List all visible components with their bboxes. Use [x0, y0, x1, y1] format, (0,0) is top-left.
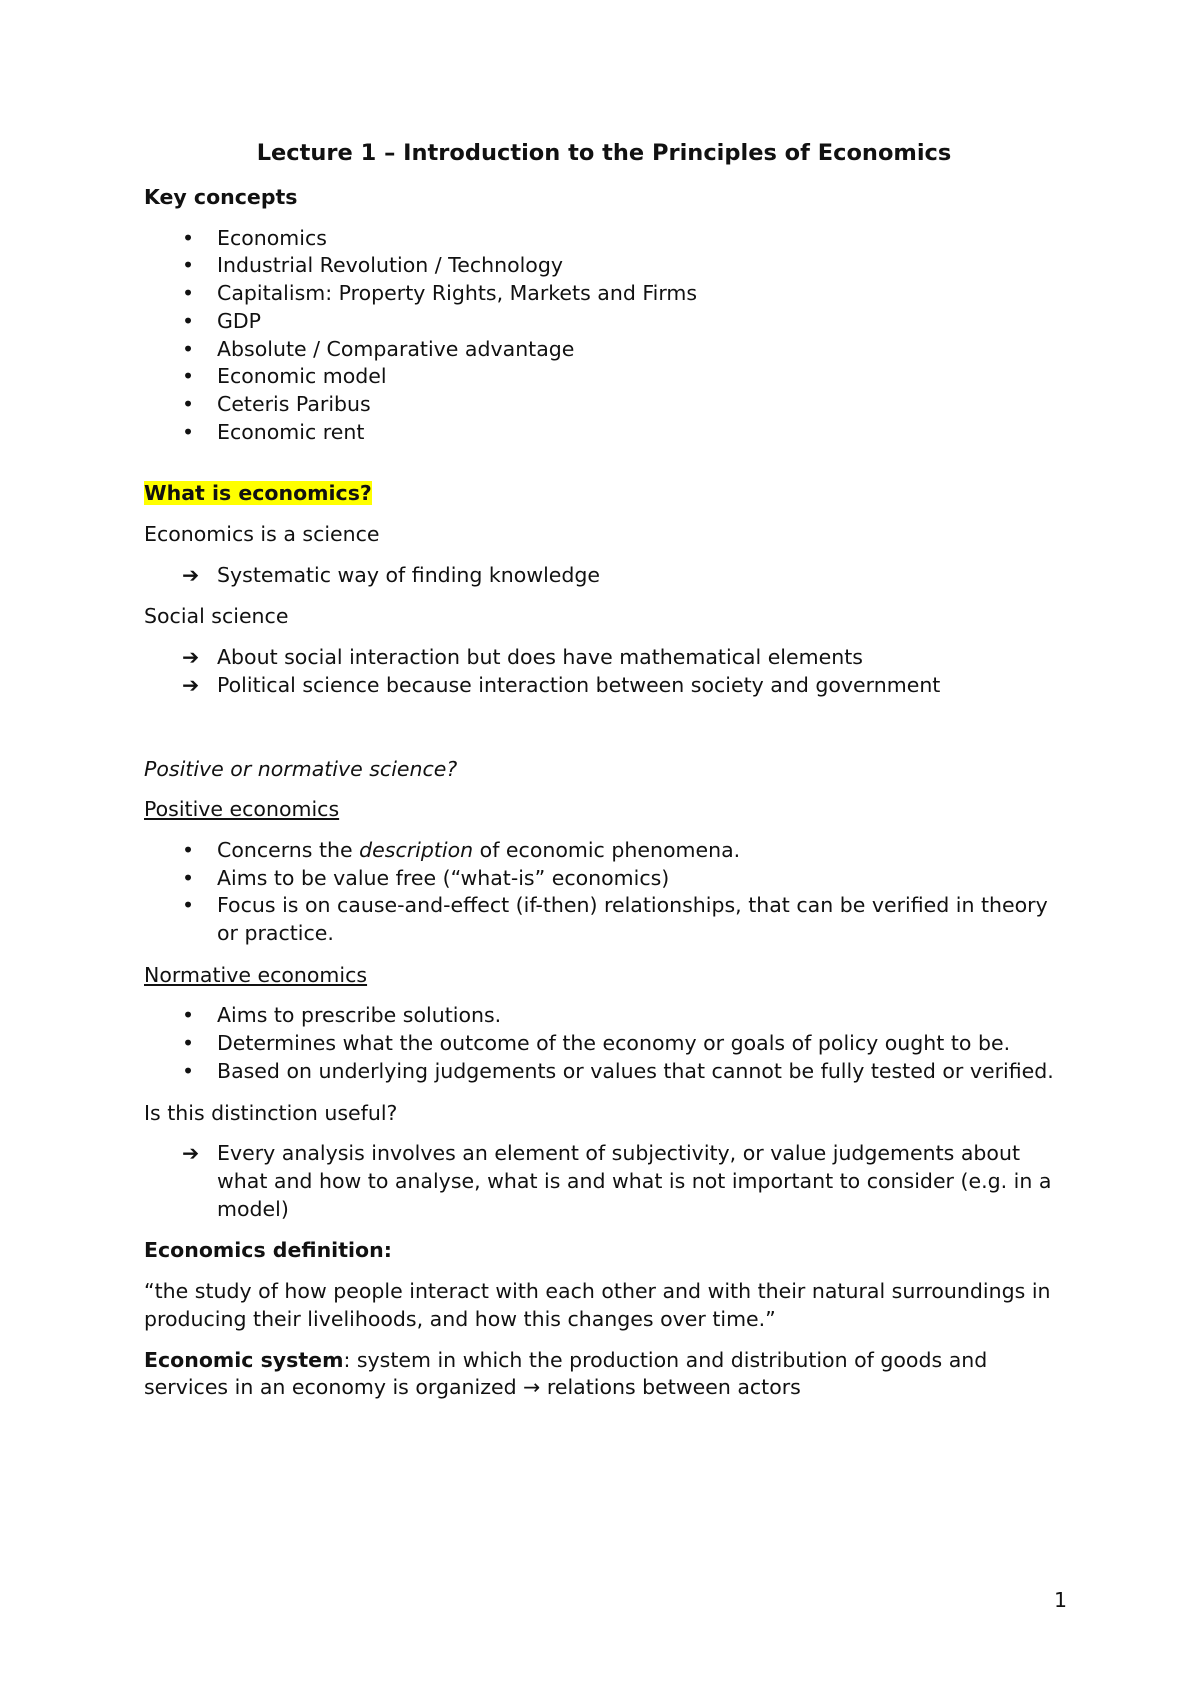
arrow-right-icon: → — [523, 1375, 541, 1400]
distinction-question: Is this distinction useful? — [144, 1100, 398, 1125]
positive-economics-heading: Positive economics — [144, 797, 340, 822]
page-title: Lecture 1 – Introduction to the Principles of Economics — [256, 140, 952, 166]
list-item: ➔ Political science because interaction between society and government — [144, 672, 1064, 700]
list-item: ➔ Every analysis involves an element of subjectivity, or value judgements about what and how to analyse, what is and what is not important to consider (e.g. in a model) — [182, 1141, 1052, 1221]
list-item: • Economic rent — [144, 419, 1064, 447]
list-item: • Economic model — [144, 363, 1064, 391]
bullet-icon: • — [182, 893, 195, 918]
list-item: • GDP — [144, 308, 1064, 336]
distinction-points — [144, 1140, 1064, 1223]
positive-normative-question: Positive or normative science? — [144, 756, 458, 781]
list-item: • Capitalism: Property Rights, Markets and Firms — [144, 280, 1064, 308]
list-item: • Aims to be value free (“what-is” economics) — [144, 865, 1064, 893]
economics-definition-heading: Economics definition: — [144, 1238, 392, 1263]
arrow-icon: ➔ — [182, 672, 200, 697]
list-item: • Aims to prescribe solutions. — [144, 1002, 1064, 1030]
list-item: • Based on underlying judgements or values that cannot be fully tested or verified. — [144, 1058, 1064, 1086]
science-points — [144, 562, 1064, 590]
list-item: ➔ Systematic way of finding knowledge — [144, 562, 1064, 590]
key-concepts-heading: Key concepts — [144, 185, 298, 209]
economic-system-term: Economic system — [144, 1347, 344, 1372]
bullet-icon: • — [182, 225, 195, 250]
normative-economics-list — [144, 1002, 1064, 1085]
social-science-label: Social science — [144, 604, 289, 629]
list-item: • Ceteris Paribus — [144, 391, 1064, 419]
science-statement: Economics is a science — [144, 522, 380, 547]
key-concepts-list — [144, 225, 1064, 447]
list-item: • Industrial Revolution / Technology — [144, 252, 1064, 280]
bullet-icon: • — [182, 253, 195, 278]
list-item: • Determines what the outcome of the economy or goals of policy ought to be. — [144, 1030, 1064, 1058]
arrow-icon: ➔ — [182, 562, 200, 587]
bullet-icon: • — [182, 865, 195, 890]
bullet-icon: • — [182, 1058, 195, 1083]
bullet-icon: • — [182, 336, 195, 361]
bullet-icon: • — [182, 364, 195, 389]
page-number: 1 — [1054, 1588, 1068, 1612]
list-item: • Focus is on cause-and-effect (if-then) relationships, that can be verified in theory or practice. — [182, 893, 1048, 946]
list-item: • Concerns the description of economic phenomena. — [144, 837, 1064, 865]
normative-economics-heading: Normative economics — [144, 962, 368, 987]
economic-system-definition: Economic system: system in which the production and distribution of goods and services in an economy is organized → relations between actors — [144, 1347, 988, 1400]
bullet-icon: • — [182, 837, 195, 862]
bullet-icon: • — [182, 308, 195, 333]
bullet-icon: • — [182, 391, 195, 416]
what-is-economics-heading: What is economics? — [144, 481, 372, 506]
social-science-points — [144, 644, 1064, 699]
economics-definition-quote: “the study of how people interact with each other and with their natural surroundings in producing their livelihoods, and how this changes over time.” — [144, 1279, 1051, 1331]
bullet-icon: • — [182, 281, 195, 306]
list-item: • Absolute / Comparative advantage — [144, 336, 1064, 364]
arrow-icon: ➔ — [182, 1141, 200, 1166]
page-content — [144, 138, 1064, 1415]
list-item: • Economics — [144, 225, 1064, 253]
bullet-icon: • — [182, 1003, 195, 1028]
arrow-icon: ➔ — [182, 645, 200, 670]
bullet-icon: • — [182, 1031, 195, 1056]
positive-economics-list — [144, 837, 1064, 948]
bullet-icon: • — [182, 419, 195, 444]
list-item: ➔ About social interaction but does have mathematical elements — [144, 644, 1064, 672]
